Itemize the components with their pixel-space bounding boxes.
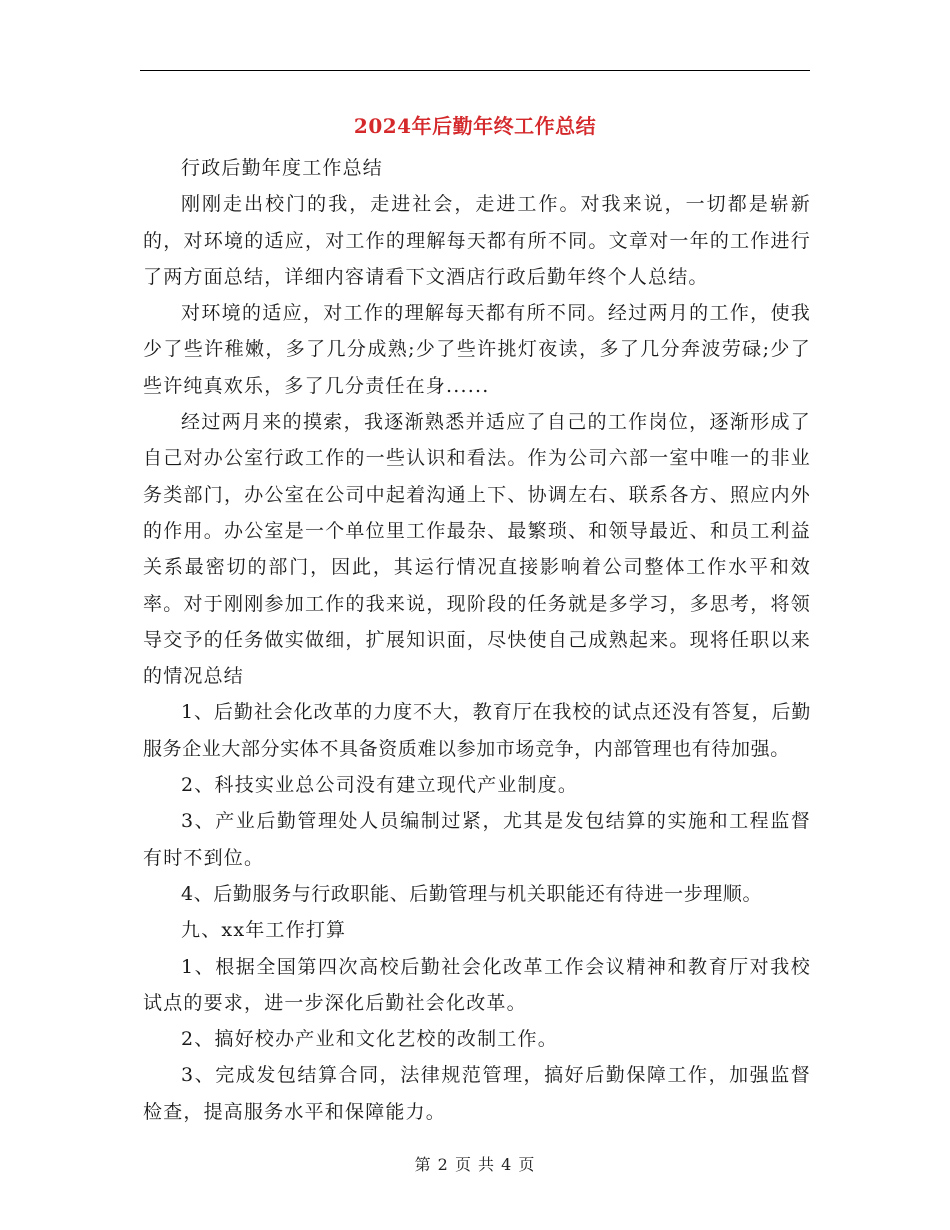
list-item: 4、后勤服务与行政职能、后勤管理与机关职能还有待进一步理顺。	[181, 882, 763, 905]
paragraph: 经过两月来的摸索，我逐渐熟悉并适应了自己的工作岗位，逐渐形成了自己对办公室行政工作的一些认识和看法。作为公司六部一室中唯一的非业务类部门，办公室在公司中起着沟通上下、协调左右、联系各方、照应内外的作用。办公室是一个单位里工作最杂、最繁琐、和领导最近、和员工利益关系最密切的部门，因此，其运行情况直接影响着公司整体工作水平和效率。对于刚刚参加工作的我来说，现阶段的任务就是多学习，多思考，将领导交予的任务做实做细，扩展知识面，尽快使自己成熟起来。现将任职以来的情况总结	[143, 411, 811, 688]
list-item: 1、根据全国第四次高校后勤社会化改革工作会议精神和教育厅对我校试点的要求，进一步深化后勤社会化改革。	[143, 955, 811, 1014]
paragraph: 对环境的适应，对工作的理解每天都有所不同。经过两月的工作，使我少了些许稚嫩，多了几分成熟;少了些许挑灯夜读，多了几分奔波劳碌;少了些许纯真欢乐，多了几分责任在身......	[143, 302, 811, 397]
list-item: 1、后勤社会化改革的力度不大，教育厅在我校的试点还没有答复，后勤服务企业大部分实体不具备资质难以参加市场竞争，内部管理也有待加强。	[143, 701, 811, 760]
list-item: 2、科技实业总公司没有建立现代产业制度。	[181, 774, 579, 797]
paragraph-subtitle: 行政后勤年度工作总结	[181, 157, 384, 179]
section-heading: 九、xx年工作打算	[181, 919, 347, 942]
header-rule	[140, 70, 810, 71]
page-number-footer: 第 2 页 共 4 页	[414, 1155, 536, 1174]
document-title: 2024年后勤年终工作总结	[353, 114, 597, 138]
list-item: 3、完成发包结算合同，法律规范管理，搞好后勤保障工作，加强监督检查，提高服务水平和保障能力。	[143, 1064, 811, 1123]
document-body	[143, 150, 811, 1130]
paragraph: 刚刚走出校门的我，走进社会，走进工作。对我来说，一切都是崭新的，对环境的适应，对工作的理解每天都有所不同。文章对一年的工作进行了两方面总结，详细内容请看下文酒店行政后勤年终个人总结。	[143, 193, 811, 288]
list-item: 2、搞好校办产业和文化艺校的改制工作。	[181, 1028, 558, 1051]
list-item: 3、产业后勤管理处人员编制过紧，尤其是发包结算的实施和工程监督有时不到位。	[143, 810, 811, 869]
